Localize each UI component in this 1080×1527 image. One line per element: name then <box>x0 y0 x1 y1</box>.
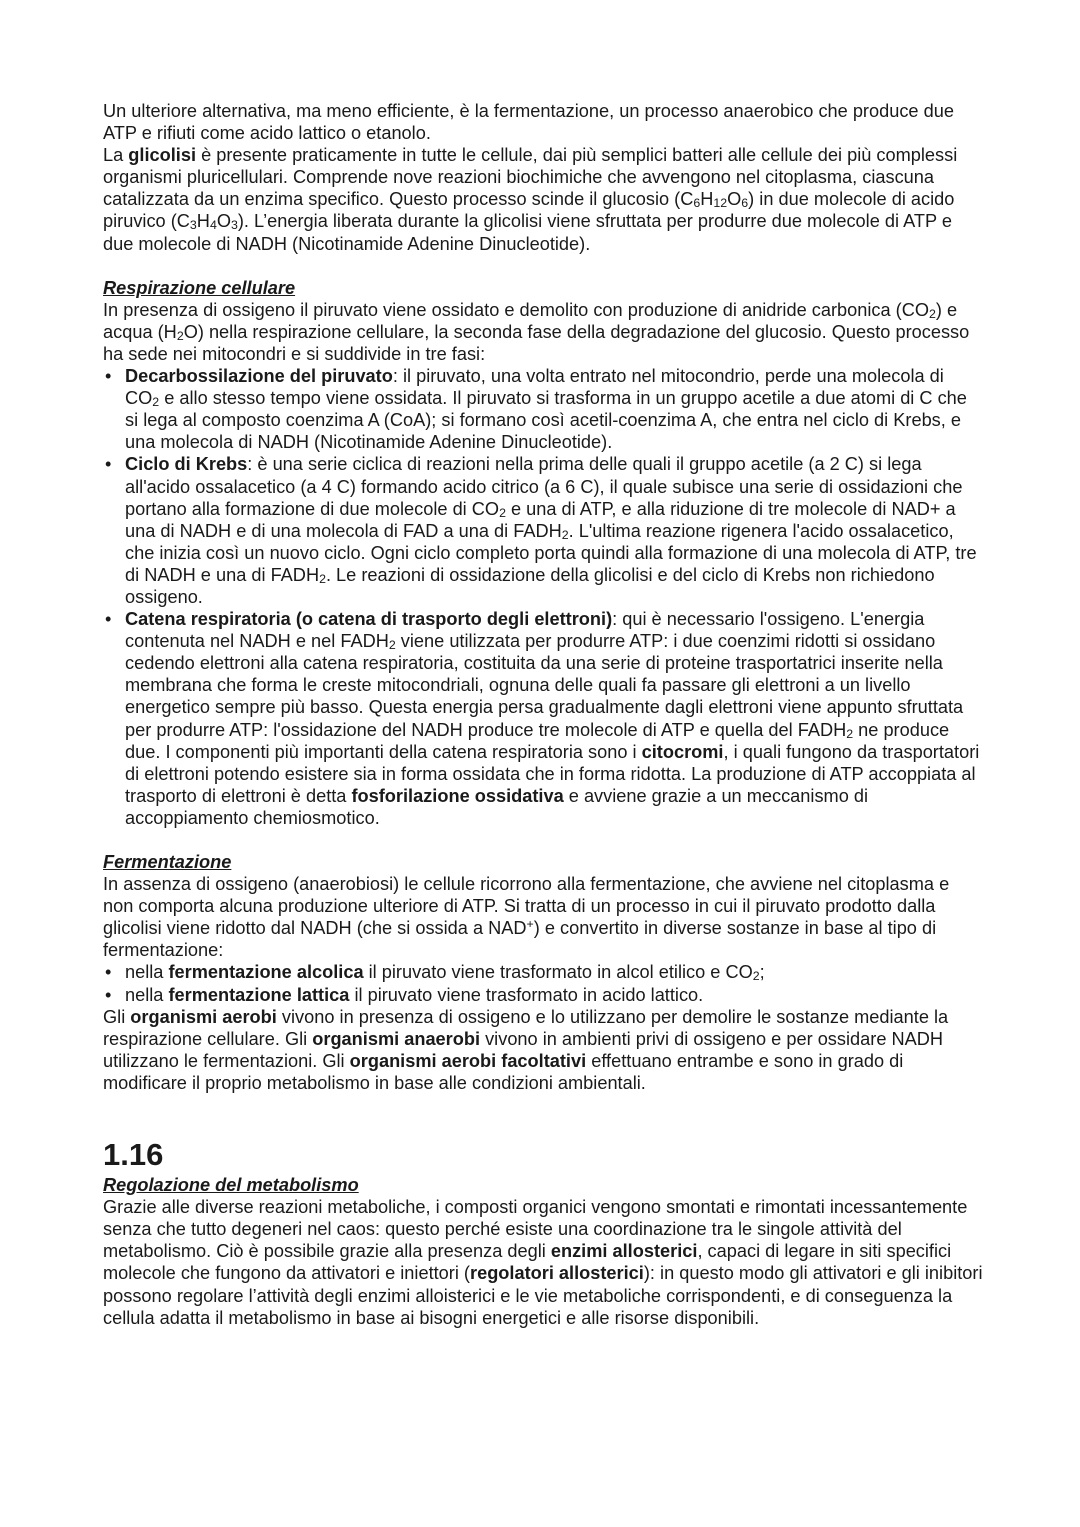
fermentazione-types-list <box>103 961 983 1005</box>
intro-paragraph-fermentation: Un ulteriore alternativa, ma meno efficiente, è la fermentazione, un processo anaerobico che produce due ATP e rifiuti come acido lattico o etanolo. <box>103 101 954 144</box>
section-title-fermentazione: Fermentazione <box>103 852 232 872</box>
list-item-catena-respiratoria: • Catena respiratoria (o catena di trasporto degli elettroni): qui è necessario l'ossigeno. L'energia contenuta nel NADH e nel $FADH_2$ viene utilizzata per produrre ATP: i due coenzimi ridotti si ossidano cedendo elettroni alla catena respiratoria, costituita da una serie di proteine trasportatrici inserite nella membrana che forma le creste mitocondriali, ognuna delle quali fa passare gli elettroni a un livello energetico sempre più basso. Questa energia persa gradualmente dagli elettroni viene appunto sfruttata per produrre ATP: l'ossidazione del NADH produce tre molecole di ATP e quella del $FADH_2$ ne produce due. I componenti più importanti della catena respiratoria sono i citocromi, i quali fungono da trasportatori di elettroni potendo esistere sia in forma ossidata che in forma ridotta. La produzione di ATP accoppiata al trasporto di elettroni è detta fosforilazione ossidativa e avviene grazie a un meccanismo di accoppiamento chemiosmotico. <box>103 608 983 829</box>
section-title-regolazione: Regolazione del metabolismo <box>103 1175 359 1196</box>
section-title-respirazione: Respirazione cellulare <box>103 277 296 298</box>
fermentazione-paragraph: In assenza di ossigeno (anaerobiosi) le cellule ricorrono alla fermentazione, che avviene nel citoplasma e non comporta alcuna produzione ulteriore di ATP. Si tratta di un processo in cui il piruvato prodotto dalla glicolisi viene ridotto dal NADH (che si ossida a NAD+) e convertito in diverse sostanze in base al tipo di fermentazione: <box>103 874 950 961</box>
list-item-fermentazione-alcolica: • nella fermentazione alcolica il piruvato viene trasformato in alcol etilico e $CO_2$; <box>103 961 983 983</box>
intro-paragraph-glycolysis: La glicolisi è presente praticamente in tutte le cellule, dai più semplici batteri alle cellule dei più complessi organismi pluricellulari. Comprende nove reazioni biochimiche che avvengono nel citoplasma, ciascuna catalizzata da un enzima specifico. Questo processo scinde il glucosio $(C_6H_{12}O_6)$ in due molecole di acido piruvico $(C_3H_4O_3)$. L’energia liberata durante la glicolisi viene sfruttata per produrre due molecole di ATP e due molecole di NADH (Nicotinamide Adenine Dinucleotide). <box>103 145 958 254</box>
respirazione-phases-list <box>103 365 983 829</box>
list-item-decarbossilazione: • Decarbossilazione del piruvato: il piruvato, una volta entrato nel mitocondrio, perde una molecola di $CO_2$ e allo stesso tempo viene ossidata. Il piruvato si trasforma in un gruppo acetile a due atomi di C che si lega al composto coenzima A (CoA); si formano così acetil-coenzima A, che entra nel ciclo di Krebs, e una molecola di NADH (Nicotinamide Adenine Dinucleotide). <box>103 365 983 453</box>
respirazione-paragraph: In presenza di ossigeno il piruvato viene ossidato e demolito con produzione di anidride carbonica $(CO_2)$ e acqua $(H_2O)$ nella respirazione cellulare, la seconda fase della degradazione del glucosio. Questo processo ha sede nei mitocondri e si suddivide in tre fasi: <box>103 299 970 364</box>
organismi-paragraph: Gli organismi aerobi vivono in presenza di ossigeno e lo utilizzano per demolire le sostanze mediante la respirazione cellulare. Gli organismi anaerobi vivono in ambienti privi di ossigeno e per ossidare NADH utilizzano le fermentazioni. Gli organismi aerobi facoltativi effettuano entrambe e sono in grado di modificare il proprio metabolismo in base alle condizioni ambientali. <box>103 1006 949 1093</box>
glicolisi-term: glicolisi <box>128 145 197 166</box>
list-item-ciclo-krebs: • Ciclo di Krebs: è una serie ciclica di reazioni nella prima delle quali il gruppo acetile (a 2 C) si lega all'acido ossalacetico (a 4 C) formando acido citrico (a 6 C), il quale subisce una serie di ossidazioni che portano alla formazione di due molecole di $CO_2$ e una di ATP, e alla riduzione di tre molecole di NAD+ a una di NADH e di una molecola di FAD a una di $FADH_2$. L'ultima reazione rigenera l'acido ossalacetico, che inizia così un nuovo ciclo. Ogni ciclo completo porta quindi alla formazione di una molecola di ATP, tre di NADH e una di $FADH_2$. Le reazioni di ossidazione della glicolisi e del ciclo di Krebs non richiedono ossigeno. <box>103 453 983 608</box>
regolazione-paragraph: Grazie alle diverse reazioni metaboliche, i composti organici vengono smontati e rimontati incessantemente senza che tutto degeneri nel caos: questo perché esiste una coordinazione tra le singole attività del metabolismo. Ciò è possibile grazie alla presenza degli enzimi allosterici, capaci di legare in siti specifici molecole che fungono da attivatori e iniettori (regolatori allosterici): in questo modo gli attivatori e gli inibitori possono regolare l’attività degli enzimi alloisterici e le vie metaboliche corrispondenti, e di conseguenza la cellula adatta il metabolismo in base ai bisogni energetici e alle risorse disponibili. <box>103 1197 983 1328</box>
list-item-fermentazione-lattica: • nella fermentazione lattica il piruvato viene trasformato in acido lattico. <box>103 984 983 1006</box>
chapter-number: 1.16 <box>103 1137 164 1173</box>
document-page <box>103 100 983 1329</box>
